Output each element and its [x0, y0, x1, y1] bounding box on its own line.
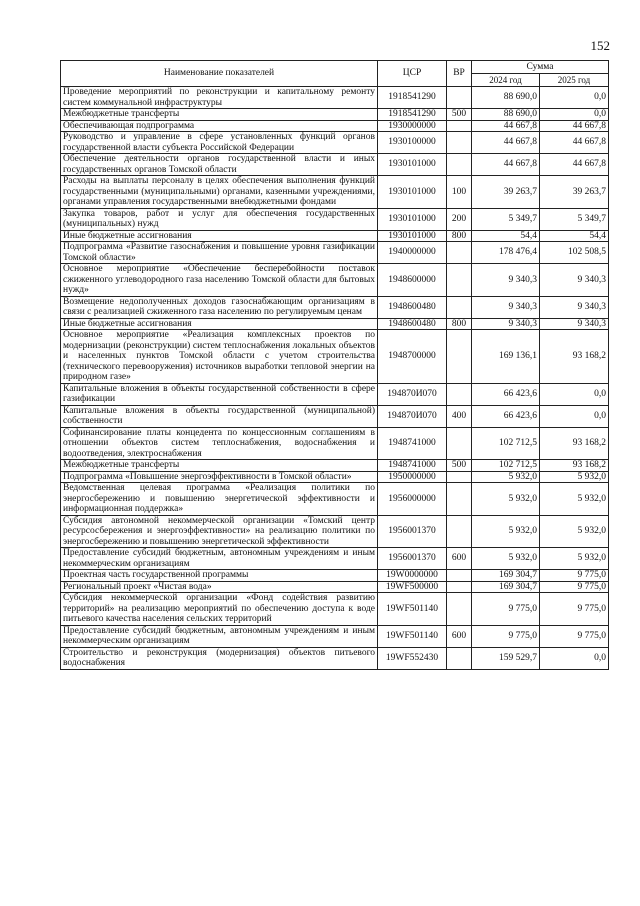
row-amount-2024: 9 340,3	[472, 318, 540, 330]
row-code: 1930000000	[378, 120, 447, 132]
row-vr	[447, 264, 472, 297]
row-code: 1930101000	[378, 176, 447, 209]
row-amount-2024: 9 340,3	[472, 264, 540, 297]
row-amount-2024: 66 423,6	[472, 405, 540, 427]
table-row	[61, 548, 609, 570]
row-vr: 500	[447, 460, 472, 472]
row-code: 194870И070	[378, 383, 447, 405]
row-name: Основное мероприятие «Реализация комплексных проектов по модернизации (реконструкции) систем теплоснабжения локальных объектов и населенных пунктов Томской области с учетом строительства (технического перевооружения) источников выработки тепловой энергии на природном газе»	[61, 330, 378, 384]
row-amount-2025: 93 168,2	[540, 330, 609, 384]
row-amount-2024: 9 340,3	[472, 296, 540, 318]
row-amount-2025: 5 932,0	[540, 548, 609, 570]
table-row	[61, 471, 609, 483]
table-row	[61, 515, 609, 548]
row-amount-2024: 66 423,6	[472, 383, 540, 405]
row-code: 1930100000	[378, 132, 447, 154]
row-amount-2025: 102 508,5	[540, 242, 609, 264]
row-amount-2024: 169 304,7	[472, 581, 540, 593]
row-code: 19WF501140	[378, 625, 447, 647]
table-row	[61, 132, 609, 154]
row-name: Руководство и управление в сфере установленных функций органов государственной власти субъекта Российской Федерации	[61, 132, 378, 154]
table-row	[61, 208, 609, 230]
row-name: Подпрограмма «Повышение энергоэффективности в Томской области»	[61, 471, 378, 483]
row-name: Иные бюджетные ассигнования	[61, 318, 378, 330]
table-row	[61, 330, 609, 384]
row-vr	[447, 242, 472, 264]
row-amount-2025: 9 775,0	[540, 625, 609, 647]
row-amount-2025: 0,0	[540, 405, 609, 427]
table-row	[61, 87, 609, 109]
row-amount-2024: 5 932,0	[472, 471, 540, 483]
table-row	[61, 570, 609, 582]
row-name: Капитальные вложения в объекты государственной собственности в сфере газификации	[61, 383, 378, 405]
row-name: Межбюджетные трансферты	[61, 460, 378, 472]
row-code: 19WF501140	[378, 593, 447, 626]
table-row	[61, 318, 609, 330]
row-code: 1948600480	[378, 318, 447, 330]
table-row	[61, 176, 609, 209]
row-vr: 500	[447, 109, 472, 121]
row-amount-2025: 5 349,7	[540, 208, 609, 230]
row-code: 1948700000	[378, 330, 447, 384]
row-code: 19WF552430	[378, 647, 447, 669]
table-row	[61, 593, 609, 626]
row-code: 1950000000	[378, 471, 447, 483]
header-vr: ВР	[447, 61, 472, 87]
row-amount-2025: 0,0	[540, 383, 609, 405]
row-name: Обеспечение деятельности органов государственной власти и иных государственных органов Томской области	[61, 154, 378, 176]
table-row	[61, 383, 609, 405]
row-vr	[447, 427, 472, 460]
table-row	[61, 483, 609, 516]
row-amount-2025: 44 667,8	[540, 132, 609, 154]
row-amount-2025: 9 340,3	[540, 264, 609, 297]
row-vr	[447, 330, 472, 384]
row-amount-2025: 54,4	[540, 230, 609, 242]
row-code: 1918541290	[378, 109, 447, 121]
row-vr	[447, 154, 472, 176]
row-name: Закупка товаров, работ и услуг для обеспечения государственных (муниципальных) нужд	[61, 208, 378, 230]
row-vr: 600	[447, 625, 472, 647]
row-code: 1948600480	[378, 296, 447, 318]
row-name: Региональный проект «Чистая вода»	[61, 581, 378, 593]
row-name: Межбюджетные трансферты	[61, 109, 378, 121]
table-row	[61, 647, 609, 669]
row-vr	[447, 471, 472, 483]
row-amount-2025: 9 340,3	[540, 318, 609, 330]
row-name: Софинансирование платы концедента по концессионным соглашениям в отношении объектов систем теплоснабжения, водоснабжения и водоотведения, электроснабжения	[61, 427, 378, 460]
table-row	[61, 154, 609, 176]
row-vr	[447, 581, 472, 593]
row-amount-2025: 9 775,0	[540, 593, 609, 626]
table-row	[61, 625, 609, 647]
row-amount-2025: 93 168,2	[540, 427, 609, 460]
header-year-2025: 2025 год	[540, 74, 609, 87]
row-amount-2024: 169 136,1	[472, 330, 540, 384]
row-vr	[447, 483, 472, 516]
row-name: Подпрограмма «Развитие газоснабжения и повышение уровня газификации Томской области»	[61, 242, 378, 264]
row-amount-2025: 9 340,3	[540, 296, 609, 318]
row-amount-2024: 9 775,0	[472, 625, 540, 647]
row-amount-2025: 44 667,8	[540, 120, 609, 132]
row-amount-2025: 93 168,2	[540, 460, 609, 472]
header-amount: Сумма	[472, 61, 609, 74]
row-amount-2024: 5 932,0	[472, 483, 540, 516]
row-vr: 100	[447, 176, 472, 209]
row-name: Субсидия некоммерческой организации «Фонд содействия развитию территорий» на реализацию мероприятий по обеспечению доступа к воде питьевого качества населения сельских территорий	[61, 593, 378, 626]
row-amount-2024: 102 712,5	[472, 460, 540, 472]
row-amount-2025: 0,0	[540, 109, 609, 121]
table-row	[61, 460, 609, 472]
table-row	[61, 230, 609, 242]
table-row	[61, 109, 609, 121]
header-name: Наименование показателей	[61, 61, 378, 87]
row-amount-2024: 44 667,8	[472, 132, 540, 154]
row-vr	[447, 593, 472, 626]
table-row	[61, 581, 609, 593]
row-code: 19WF500000	[378, 581, 447, 593]
row-amount-2025: 5 932,0	[540, 515, 609, 548]
row-name: Предоставление субсидий бюджетным, автономным учреждениям и иным некоммерческим организациям	[61, 625, 378, 647]
row-amount-2024: 178 476,4	[472, 242, 540, 264]
row-name: Обеспечивающая подпрограмма	[61, 120, 378, 132]
row-code: 1948600000	[378, 264, 447, 297]
row-vr: 800	[447, 230, 472, 242]
row-amount-2024: 9 775,0	[472, 593, 540, 626]
row-vr	[447, 383, 472, 405]
row-vr: 600	[447, 548, 472, 570]
table-row	[61, 264, 609, 297]
row-vr	[447, 647, 472, 669]
row-code: 1940000000	[378, 242, 447, 264]
row-amount-2025: 5 932,0	[540, 471, 609, 483]
row-amount-2024: 88 690,0	[472, 109, 540, 121]
row-vr	[447, 515, 472, 548]
row-name: Проектная часть государственной программы	[61, 570, 378, 582]
row-amount-2024: 5 349,7	[472, 208, 540, 230]
row-amount-2025: 39 263,7	[540, 176, 609, 209]
row-name: Капитальные вложения в объекты государственной (муниципальной) собственности	[61, 405, 378, 427]
row-code: 1956001370	[378, 548, 447, 570]
row-amount-2025: 9 775,0	[540, 581, 609, 593]
row-code: 1930101000	[378, 230, 447, 242]
row-amount-2024: 102 712,5	[472, 427, 540, 460]
row-vr	[447, 132, 472, 154]
table-row	[61, 242, 609, 264]
row-name: Предоставление субсидий бюджетным, автономным учреждениям и иным некоммерческим организациям	[61, 548, 378, 570]
row-code: 1918541290	[378, 87, 447, 109]
row-vr	[447, 87, 472, 109]
row-vr: 800	[447, 318, 472, 330]
row-code: 1948741000	[378, 460, 447, 472]
row-amount-2025: 0,0	[540, 647, 609, 669]
row-amount-2024: 44 667,8	[472, 154, 540, 176]
row-name: Проведение мероприятий по реконструкции и капитальному ремонту систем коммунальной инфраструктуры	[61, 87, 378, 109]
table-row	[61, 120, 609, 132]
table-header	[61, 61, 609, 87]
table-row	[61, 405, 609, 427]
row-code: 1948741000	[378, 427, 447, 460]
row-name: Расходы на выплаты персоналу в целях обеспечения выполнения функций государственными (муниципальными) органами, казенными учреждениями, органами управления государственными внебюджетными фондами	[61, 176, 378, 209]
page-number: 152	[590, 38, 610, 53]
row-name: Иные бюджетные ассигнования	[61, 230, 378, 242]
row-vr: 400	[447, 405, 472, 427]
table-body	[61, 87, 609, 670]
row-amount-2024: 39 263,7	[472, 176, 540, 209]
row-code: 1930101000	[378, 154, 447, 176]
budget-table	[60, 60, 609, 670]
row-vr: 200	[447, 208, 472, 230]
row-code: 1930101000	[378, 208, 447, 230]
row-code: 19W0000000	[378, 570, 447, 582]
row-name: Субсидия автономной некоммерческой организации «Томский центр ресурсосбережения и энергоэффективности» на реализацию политики по энергосбережению и повышению энергетической эффективности	[61, 515, 378, 548]
row-name: Строительство и реконструкция (модернизация) объектов питьевого водоснабжения	[61, 647, 378, 669]
row-code: 194870И070	[378, 405, 447, 427]
row-amount-2024: 159 529,7	[472, 647, 540, 669]
row-amount-2025: 9 775,0	[540, 570, 609, 582]
row-code: 1956001370	[378, 515, 447, 548]
row-name: Возмещение недополученных доходов газоснабжающим организациям в связи с реализацией сжиженного газа населению по регулируемым ценам	[61, 296, 378, 318]
row-amount-2025: 44 667,8	[540, 154, 609, 176]
row-code: 1956000000	[378, 483, 447, 516]
row-name: Основное мероприятие «Обеспечение бесперебойности поставок сжиженного углеводородного газа населению Томской области для бытовых нужд»	[61, 264, 378, 297]
row-amount-2025: 0,0	[540, 87, 609, 109]
header-code: ЦСР	[378, 61, 447, 87]
header-year-2024: 2024 год	[472, 74, 540, 87]
row-amount-2024: 5 932,0	[472, 515, 540, 548]
row-amount-2024: 5 932,0	[472, 548, 540, 570]
row-amount-2025: 5 932,0	[540, 483, 609, 516]
row-vr	[447, 570, 472, 582]
table-row	[61, 296, 609, 318]
row-amount-2024: 169 304,7	[472, 570, 540, 582]
row-amount-2024: 44 667,8	[472, 120, 540, 132]
row-amount-2024: 54,4	[472, 230, 540, 242]
table-row	[61, 427, 609, 460]
row-vr	[447, 296, 472, 318]
row-amount-2024: 88 690,0	[472, 87, 540, 109]
row-name: Ведомственная целевая программа «Реализация политики по энергосбережению и повышению энергетической эффективности и информационная поддержка»	[61, 483, 378, 516]
row-vr	[447, 120, 472, 132]
